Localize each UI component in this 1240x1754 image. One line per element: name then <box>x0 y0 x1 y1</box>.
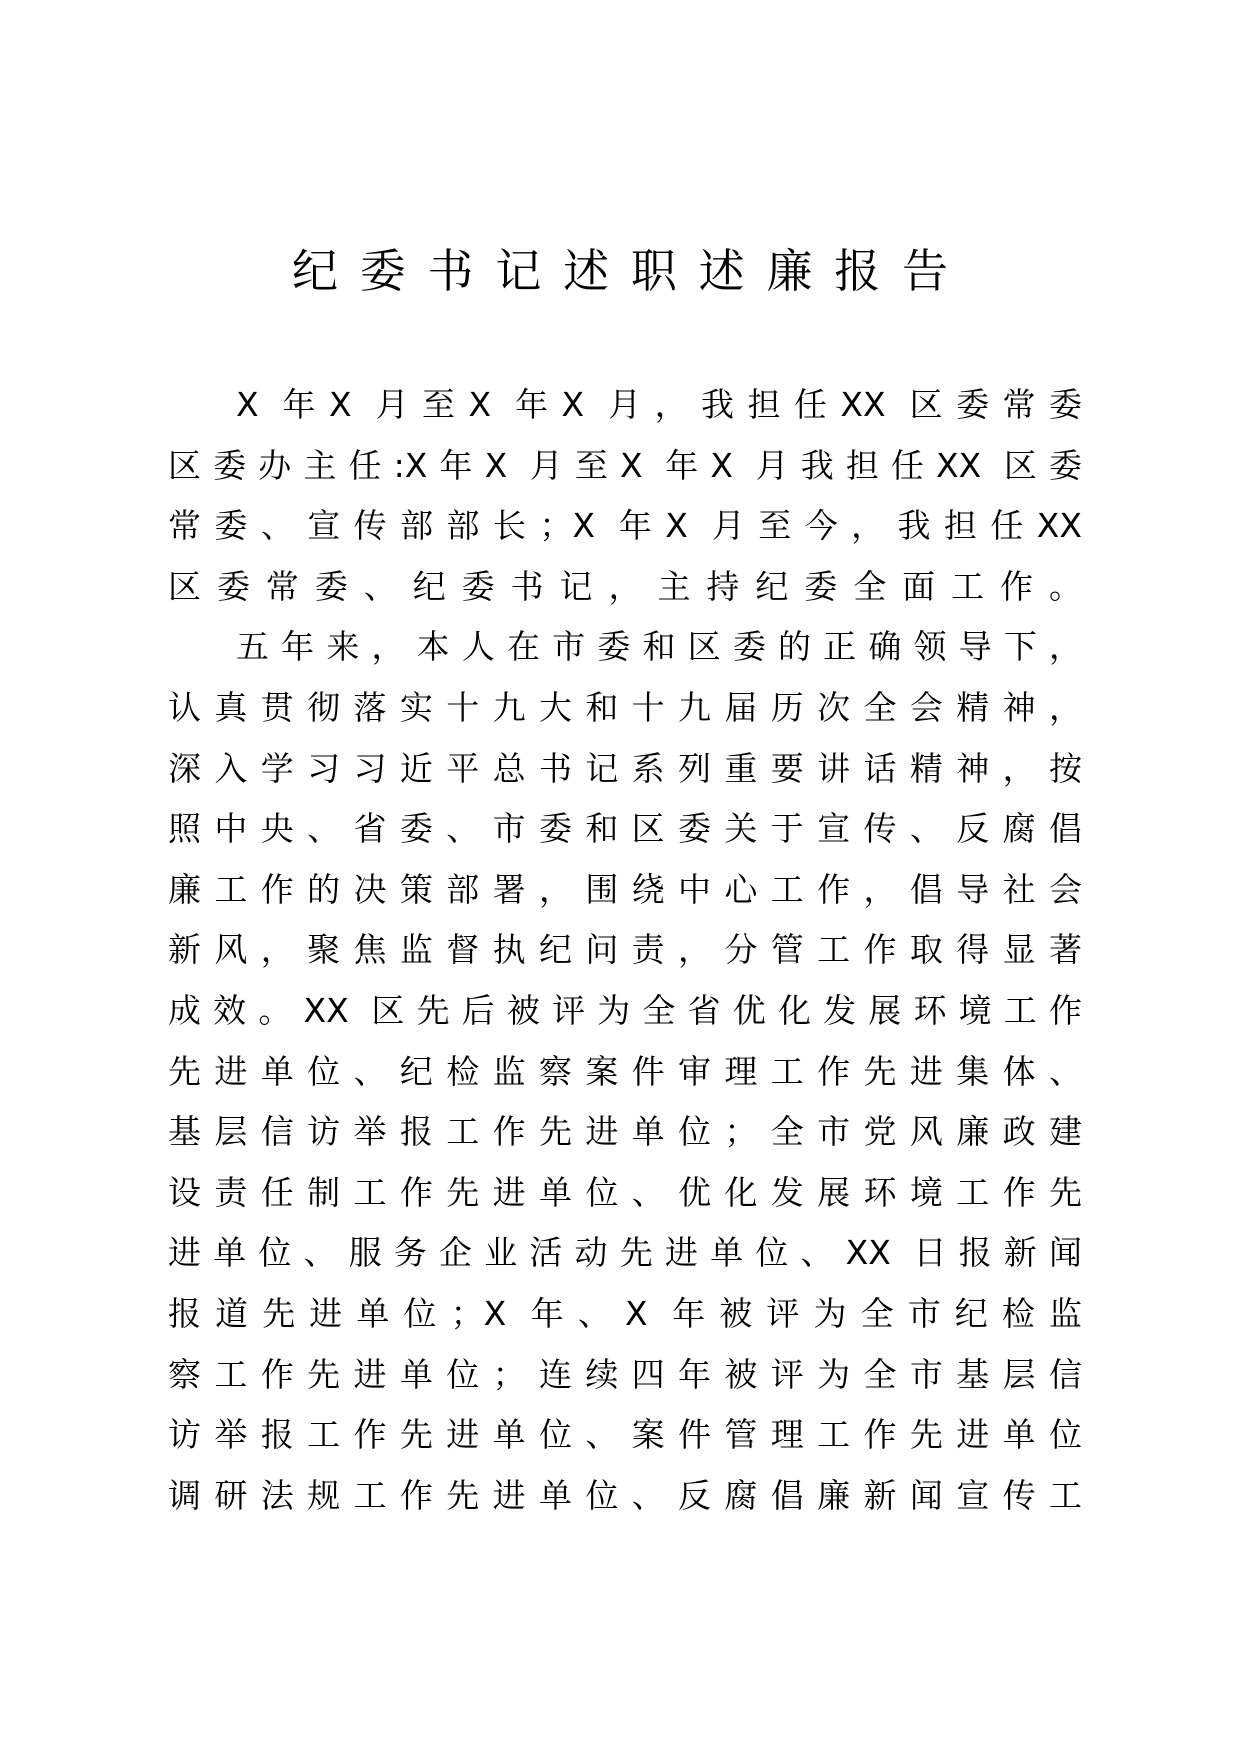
body-text-line: 察工作先进单位；连续四年被评为全市基层信 <box>168 1354 1082 1394</box>
body-text-line: 基层信访举报工作先进单位；全市党风廉政建 <box>168 1112 1082 1152</box>
body-text-line: 深入学习习近平总书记系列重要讲话精神，按 <box>168 748 1082 788</box>
body-text-line: 报道先进单位；X 年、X 年被评为全市纪检监 <box>168 1293 1082 1333</box>
body-text-line: 五年来，本人在市委和区委的正确领导下， <box>236 627 1082 667</box>
body-text-line: 调研法规工作先进单位、反腐倡廉新闻宣传工 <box>168 1475 1082 1515</box>
document-body <box>168 375 1082 1526</box>
body-text-line: 访举报工作先进单位、案件管理工作先进单位 <box>168 1415 1082 1455</box>
body-text-line: 新风，聚焦监督执纪问责，分管工作取得显著 <box>168 930 1082 970</box>
body-text-line: 成效。XX 区先后被评为全省优化发展环境工作 <box>168 990 1082 1030</box>
body-text-line: X 年X 月至X 年X 月，我担任XX 区委常委 <box>236 385 1082 424</box>
body-text-line: 设责任制工作先进单位、优化发展环境工作先 <box>168 1172 1082 1212</box>
body-text-line: 廉工作的决策部署，围绕中心工作，倡导社会 <box>168 869 1082 909</box>
body-text-line: 区委常委、纪委书记，主持纪委全面工作。 <box>168 566 1082 606</box>
body-text-line: 认真贯彻落实十九大和十九届历次全会精神， <box>168 687 1082 727</box>
body-text-line: 照中央、省委、市委和区委关于宣传、反腐倡 <box>168 809 1082 849</box>
body-text-line: 常委、宣传部部长；X 年X 月至今，我担任XX <box>168 506 1082 546</box>
body-text-line: 区委办主任:X年X 月至X 年X 月我担任XX 区委 <box>168 445 1082 485</box>
document-title: 纪委书记述职述廉报告 <box>292 244 948 298</box>
body-text-line: 先进单位、纪检监察案件审理工作先进集体、 <box>168 1051 1082 1091</box>
body-text-line: 进单位、服务企业活动先进单位、XX 日报新闻 <box>168 1233 1082 1273</box>
